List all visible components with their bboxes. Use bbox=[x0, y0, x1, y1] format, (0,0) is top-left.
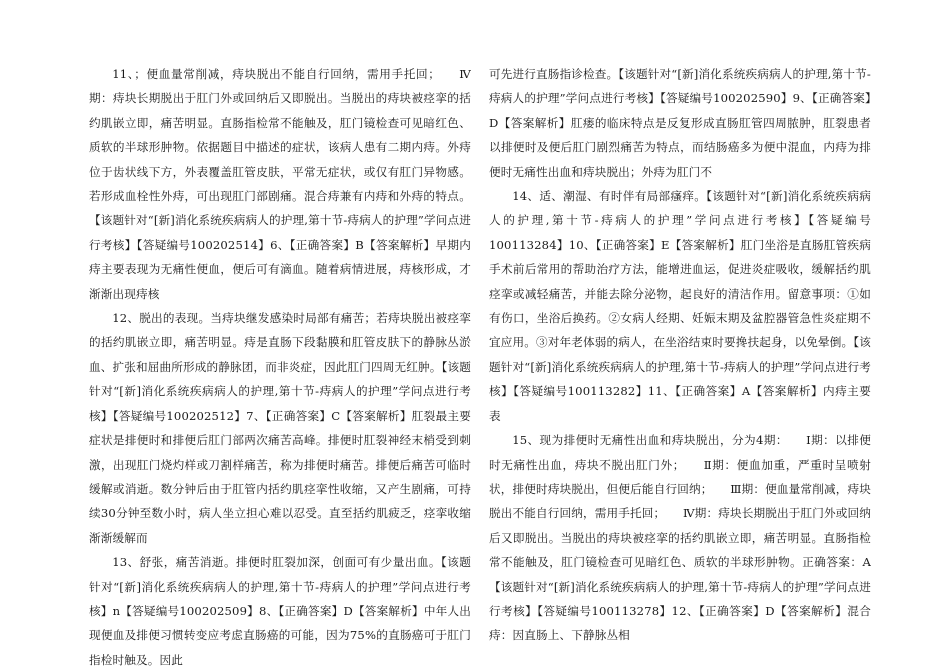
paragraph: 可先进行直肠指诊检查。【该题针对“[新]消化系统疾病病人的护理,第十节-痔病人的护理”学问点进行考核】【答疑编号100202590】9、【正确答案】D【答案解析】肛瘘的临床特点是反复形成直肠肛管四周脓肿，肛裂患者以排便时及便后肛门剧烈痛苦为特点，而结肠癌多为便中混血，内痔为排便时无痛性出血和痔块脱出；外痔为肛门不 bbox=[489, 67, 871, 179]
paragraph: 14、适、潮湿、有时伴有局部瘙痒。【该题针对“[新]消化系统疾病病人的护理,第十节-痔病人的护理”学问点进行考核】【答疑编号100113284】10、【正确答案】E【答案解析】肛门坐浴是直肠肛管疾病手术前后常用的帮助治疗方法，能增进血运，促进炎症吸收，缓解括约肌痉挛或减轻痛苦，并能去除分泌物，起良好的清洁作用。留意事项：①如有伤口，坐浴后换药。②女病人经期、妊娠末期及盆腔器管急性炎症期不宜应用。③对年老体弱的病人，在坐浴结束时要搀扶起身，以免晕倒。【该题针对“[新]消化系统疾病病人的护理,第十节-痔病人的护理”学问点进行考核】【答疑编号100113282】11、【正确答案】A【答案解析】内痔主要表 bbox=[489, 189, 871, 423]
right-text-column bbox=[489, 62, 871, 648]
left-text-column bbox=[89, 62, 471, 672]
paragraph: 12、脱出的表现。当痔块继发感染时局部有痛苦；若痔块脱出被痉挛的括约肌嵌立即，痛苦明显。痔是直肠下段黏膜和肛管皮肤下的静脉丛淤血、扩张和屈曲所形成的静脉团，而非炎症，因此肛门四周无红肿。【该题针对“[新]消化系统疾病病人的护理,第十节-痔病人的护理”学问点进行考核】【答疑编号100202512】7、【正确答案】C【答案解析】肛裂最主要症状是排便时和排便后肛门部两次痛苦高峰。排便时肛裂神经末梢受到刺激，出现肛门烧灼样或刀割样痛苦，称为排便时痛苦。排便后痛苦可临时缓解或消逝。数分钟后由于肛管内括约肌痉挛性收缩，又产生剧痛，可持续30分钟至数小时，病人坐立担心难以忍受。直至括约肌疲乏，痉挛收缩渐渐缓解而 bbox=[89, 311, 471, 545]
paragraph: 15、现为排便时无痛性出血和痔块脱出，分为4期： Ⅰ期：以排便时无痛性出血，痔块不脱出肛门外； Ⅱ期：便血加重，严重时呈喷射状，排便时痔块脱出，但便后能自行回纳； Ⅲ期：便血量常削减，痔块脱出不能自行回纳，需用手托回； Ⅳ期：痔块长期脱出于肛门外或回纳后又即脱出。当脱出的痔块被痉挛的括约肌嵌立即，痛苦明显。直肠指检常不能触及，肛门镜检查可见暗红色、质软的半球形肿物。正确答案：A【该题针对“[新]消化系统疾病病人的护理,第十节-痔病人的护理”学问点进行考核】【答疑编号100113278】12、【正确答案】D【答案解析】混合痔：因直肠上、下静脉丛相 bbox=[489, 433, 871, 643]
paragraph: 11、；便血量常削减，痔块脱出不能自行回纳，需用手托回； Ⅳ期：痔块长期脱出于肛门外或回纳后又即脱出。当脱出的痔块被痉挛的括约肌嵌立即，痛苦明显。直肠指检常不能触及，肛门镜检查可见暗红色、质软的半球形肿物。依据题目中描述的症状，该病人患有二期内痔。外痔位于齿状线下方，外表覆盖肛管皮肤，平常无症状，或仅有肛门异物感。若形成血栓性外痔，可出现肛门部剧痛。混合痔兼有内痔和外痔的特点。【该题针对“[新]消化系统疾病病人的护理,第十节-痔病人的护理”学问点进行考核】【答疑编号100202514】6、【正确答案】B【答案解析】早期内痔主要表现为无痛性便血，便后可有滴血。随着病情进展，痔核形成，才渐渐出现痔核 bbox=[89, 67, 471, 301]
paragraph: 13、舒张，痛苦消逝。排便时肛裂加深，创面可有少量出血。【该题针对“[新]消化系统疾病病人的护理,第十节-痔病人的护理”学问点进行考核】n【答疑编号100202509】8、【正确答案】D【答案解析】中年人出现便血及排便习惯转变应考虑直肠癌的可能，因为75%的直肠癌可于肛门指检时触及。因此 bbox=[89, 555, 471, 667]
